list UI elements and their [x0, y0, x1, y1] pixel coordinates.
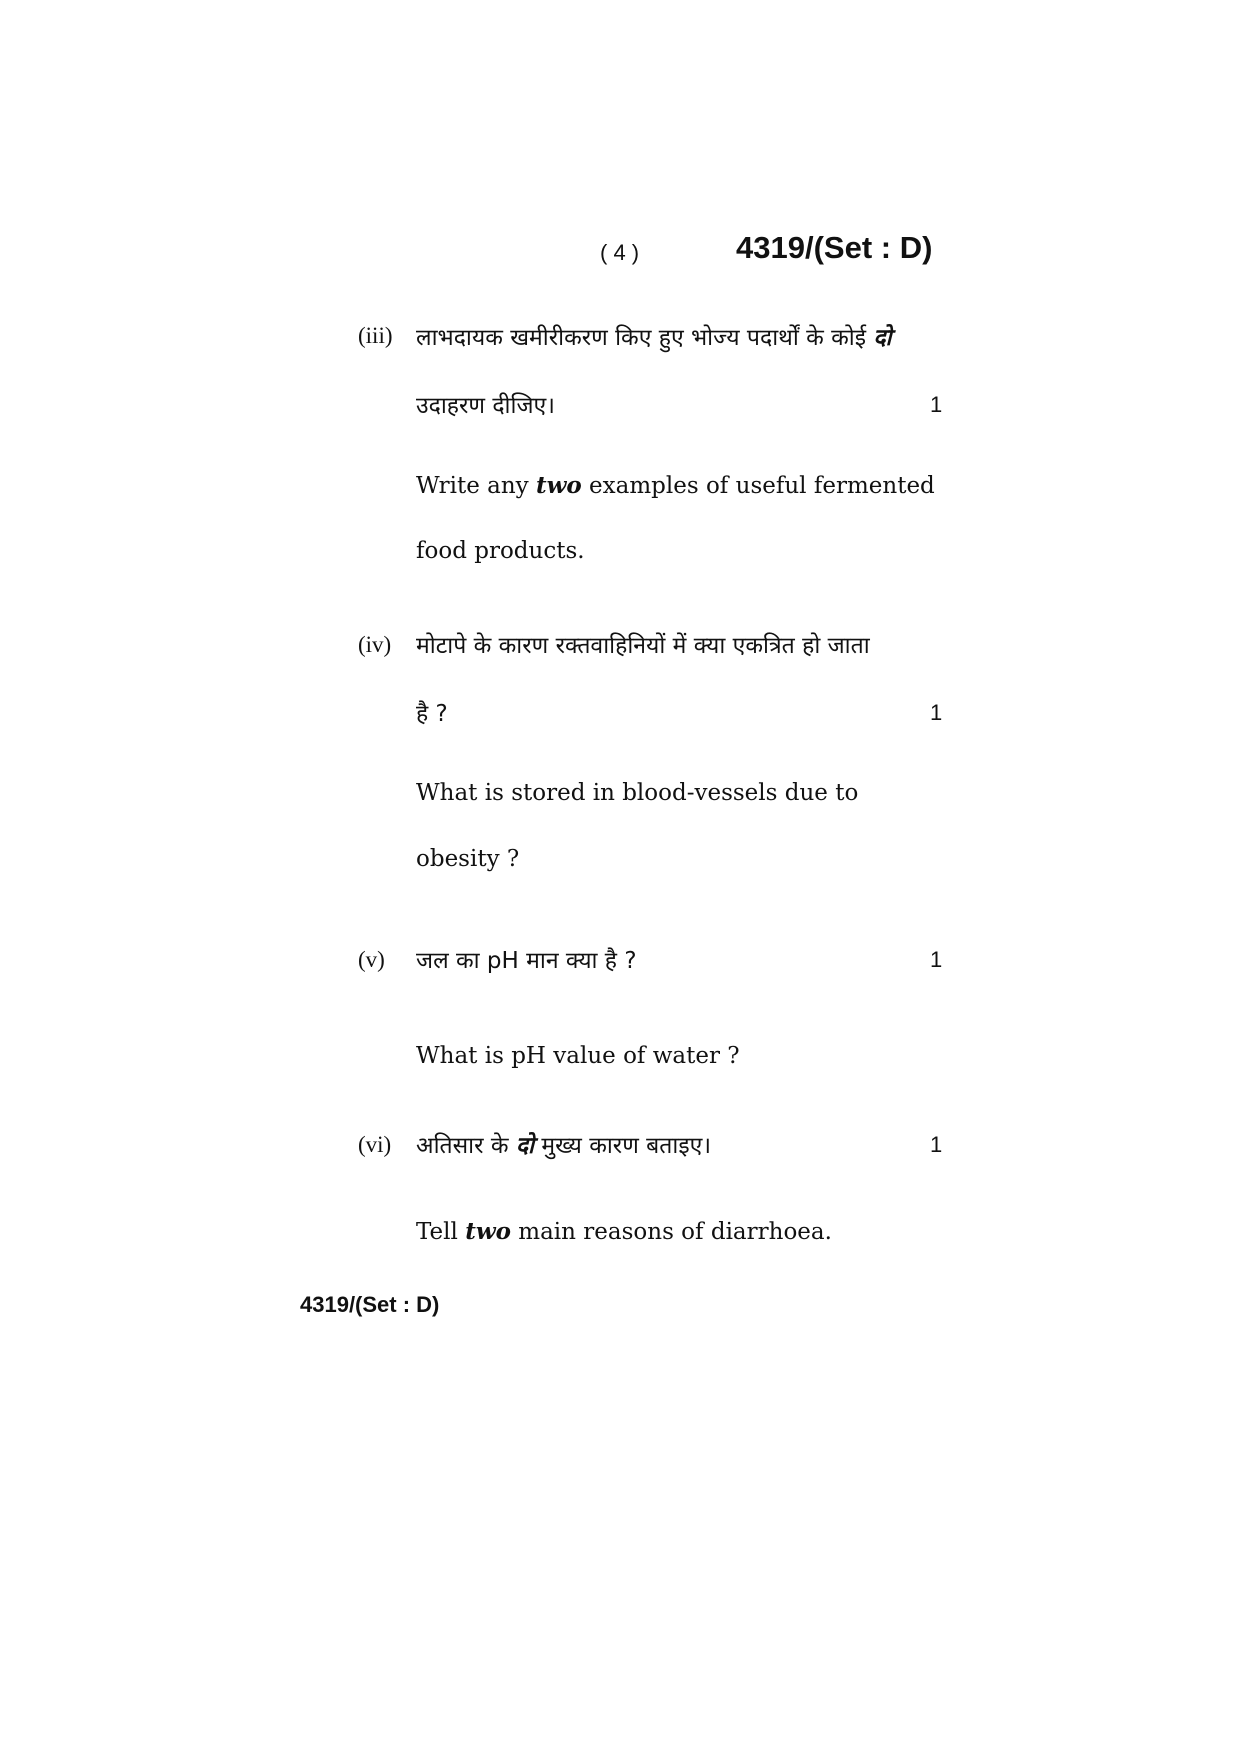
question-hindi-line: मोटापे के कारण रक्तवाहिनियों में क्या एकत्रित हो जाता — [416, 633, 870, 659]
question-english-text: examples of useful fermented — [589, 473, 935, 499]
question-english-emphasis: two — [535, 472, 582, 499]
question-english-text: Write any — [416, 473, 529, 499]
question-number: (v) — [358, 947, 385, 972]
question-english-text: main reasons of diarrhoea. — [518, 1219, 832, 1245]
question-english-line: What is pH value of water ? — [416, 1043, 740, 1069]
page-number: ( 4 ) — [600, 240, 640, 265]
question-english-line: food products. — [416, 538, 585, 564]
question-hindi-line — [416, 320, 942, 352]
question-hindi-emphasis: दो — [873, 325, 892, 351]
paper-code-footer: 4319/(Set : D) — [300, 1292, 440, 1317]
question-marks: 1 — [930, 1132, 943, 1157]
question-hindi-text: लाभदायक खमीरीकरण किए हुए भोज्य पदार्थों के कोई — [416, 325, 867, 351]
question-hindi-text: मुख्य कारण बताइए। — [541, 1133, 712, 1159]
question-english-line: What is stored in blood-vessels due to — [416, 780, 859, 806]
question-english-line — [416, 1218, 942, 1245]
question-marks: 1 — [930, 700, 943, 725]
question-number: (iv) — [358, 632, 392, 657]
question-english-text: Tell — [416, 1219, 458, 1245]
question-english-line — [416, 472, 942, 499]
question-number: (iii) — [358, 323, 393, 348]
question-marks: 1 — [930, 392, 943, 417]
paper-code-header: 4319/(Set : D) — [736, 230, 933, 265]
question-hindi-text: अतिसार के — [416, 1133, 509, 1159]
question-hindi-line: उदाहरण दीजिए। — [416, 393, 555, 419]
question-hindi-emphasis: दो — [515, 1133, 535, 1159]
question-number: (vi) — [358, 1132, 392, 1157]
question-hindi-line: जल का pH मान क्या है ? — [416, 948, 637, 974]
question-hindi-line — [416, 1128, 942, 1160]
question-english-line: obesity ? — [416, 846, 520, 872]
question-hindi-line: है ? — [416, 701, 448, 727]
question-english-emphasis: two — [465, 1218, 511, 1245]
question-marks: 1 — [930, 947, 943, 972]
